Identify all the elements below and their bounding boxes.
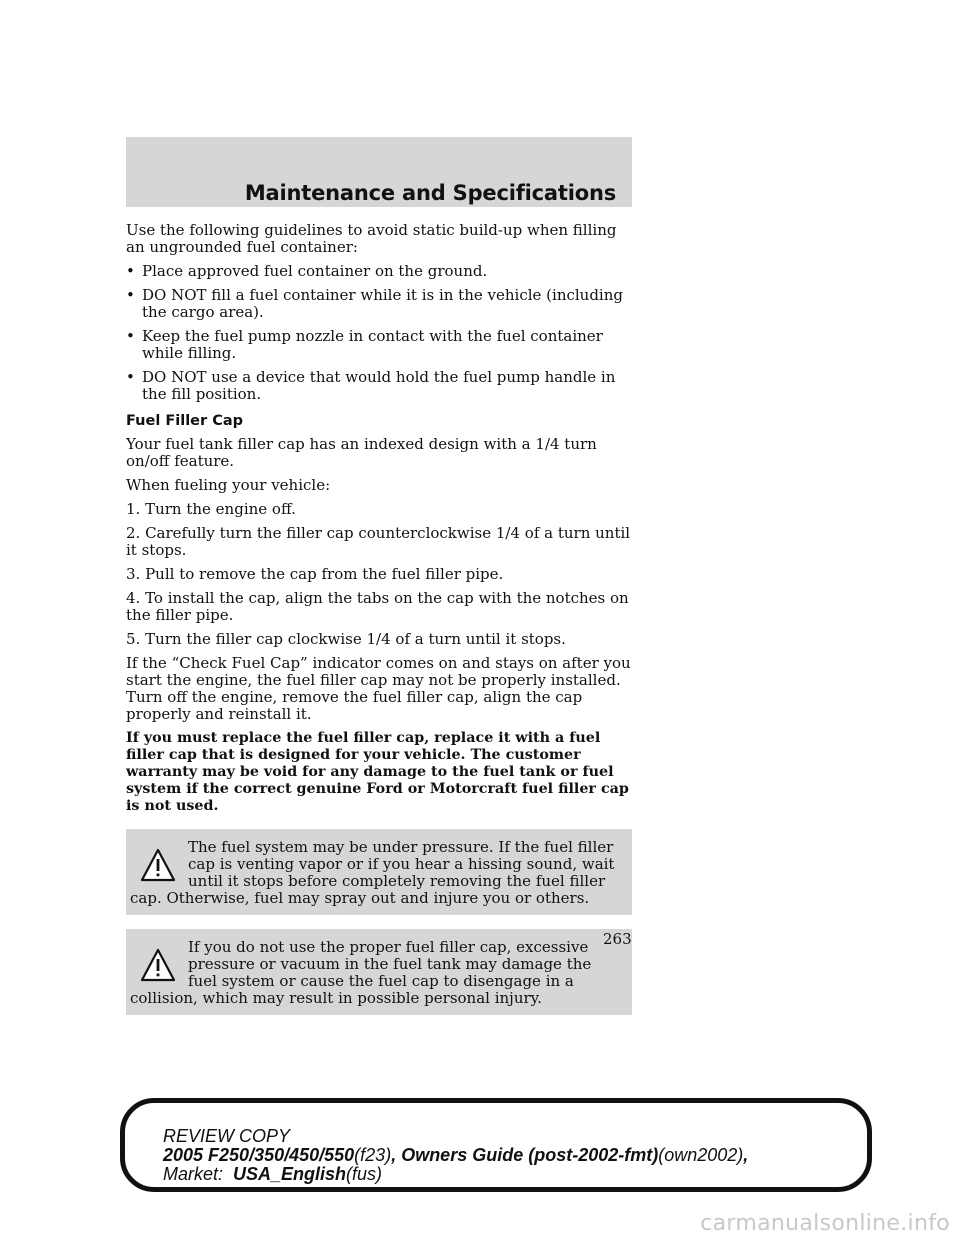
guideline-list — [126, 263, 632, 403]
warning-text: If you do not use the proper fuel filler cap, excessive pressure or vacuum in the fuel tank may damage the fuel system or cause the fuel cap to disengage in a collision, which may result in possible personal injury. — [130, 938, 592, 1007]
warning-box — [126, 829, 632, 915]
step-item: 3. Pull to remove the cap from the fuel filler pipe. — [126, 565, 504, 583]
warning-triangle-icon — [140, 847, 176, 883]
page-header-title: Maintenance and Specifications — [244, 181, 616, 205]
intro-paragraph: Use the following guidelines to avoid static build-up when filling an ungrounded fuel container: — [126, 221, 617, 256]
watermark: carmanualsonline.info — [700, 1211, 950, 1236]
footer-market-line: Market: USA_English(fus) — [163, 1164, 383, 1184]
list-item: • Place approved fuel container on the ground. — [126, 262, 488, 280]
footer-model-line: 2005 F250/350/450/550(f23), Owners Guide (post-2002-fmt)(own2002), — [163, 1145, 749, 1165]
warning-text: The fuel system may be under pressure. If the fuel filler cap is venting vapor or if you hear a hissing sound, wait until it stops before completely removing the fuel filler cap. Otherwise, fuel may spray out and injure you or others. — [130, 838, 615, 907]
check-cap-note: If the “Check Fuel Cap” indicator comes on and stays on after you start the engine, the fuel filler cap may not be properly installed. Turn off the engine, remove the fuel filler cap, align the cap properly and reinstall it. — [126, 654, 631, 723]
step-item: 1. Turn the engine off. — [126, 500, 296, 518]
footer-text — [163, 1127, 748, 1184]
section-description: Your fuel tank filler cap has an indexed design with a 1/4 turn on/off feature. — [126, 435, 597, 470]
section-heading: Fuel Filler Cap — [126, 413, 244, 429]
bullet-icon: • — [126, 286, 135, 304]
step-item: 2. Carefully turn the filler cap counterclockwise 1/4 of a turn until it stops. — [126, 524, 631, 559]
page-number: 263 — [603, 930, 632, 948]
bullet-icon: • — [126, 368, 135, 386]
steps-intro: When fueling your vehicle: — [126, 476, 331, 494]
bullet-icon: • — [126, 262, 135, 280]
review-copy-label: REVIEW COPY — [163, 1126, 291, 1146]
step-item: 4. To install the cap, align the tabs on the cap with the notches on the filler pipe. — [126, 589, 629, 624]
replacement-warning: If you must replace the fuel filler cap, replace it with a fuel filler cap that is designed for your vehicle. The customer warranty may be void for any damage to the fuel tank or fuel system if the correct genuine Ford or Motorcraft fuel filler cap is not used. — [126, 730, 629, 814]
list-item: • Keep the fuel pump nozzle in contact with the fuel container while filling. — [126, 327, 603, 362]
review-copy-footer — [120, 1098, 872, 1192]
bullet-icon: • — [126, 327, 135, 345]
list-item: • DO NOT fill a fuel container while it is in the vehicle (including the cargo area). — [126, 286, 623, 321]
step-item: 5. Turn the filler cap clockwise 1/4 of a turn until it stops. — [126, 630, 566, 648]
warning-triangle-icon — [140, 947, 176, 983]
list-item: • DO NOT use a device that would hold the fuel pump handle in the fill position. — [126, 368, 616, 403]
warning-box — [126, 929, 632, 1015]
header-band — [126, 137, 632, 207]
page-content — [126, 222, 632, 1029]
